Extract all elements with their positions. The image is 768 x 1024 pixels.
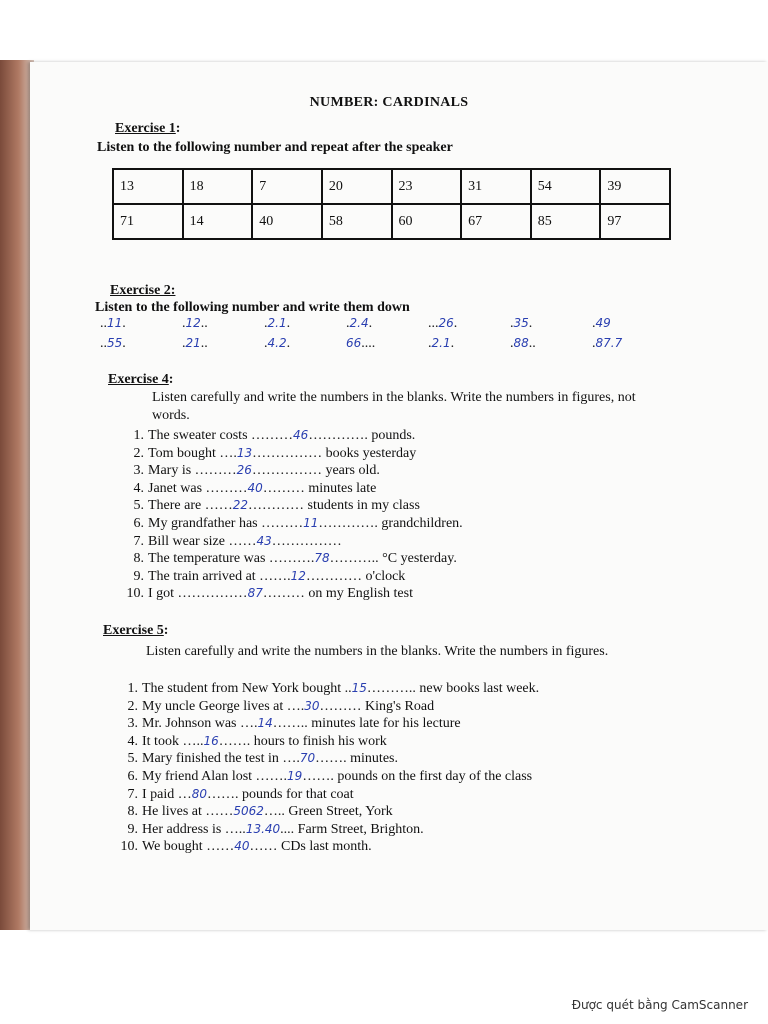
handwritten-answer: 12 [185, 316, 201, 330]
list-item [122, 550, 463, 568]
handwritten-answer: 11 [303, 515, 319, 530]
item-text: …………. pounds. [308, 428, 416, 443]
answer-item [510, 336, 592, 352]
table-cell: 58 [322, 204, 392, 239]
list-item [122, 462, 463, 480]
table-cell: 54 [531, 169, 601, 204]
handwritten-answer: 14 [257, 716, 273, 731]
answer-item [592, 316, 674, 332]
answer-dots: . [368, 316, 373, 331]
handwritten-answer: 66 [346, 336, 362, 350]
handwritten-answer: 5062 [233, 804, 264, 819]
answer-dots: .... [361, 336, 376, 351]
table-row [113, 169, 670, 204]
list-item [122, 445, 463, 463]
answer-dots: . [450, 336, 455, 351]
item-text: …………… years old. [251, 463, 380, 479]
list-item [122, 533, 463, 551]
list-item [116, 680, 539, 698]
list-item [116, 821, 539, 839]
answer-dots: .. [200, 336, 208, 351]
handwritten-answer: 2.4 [349, 316, 369, 330]
answer-dots: . [286, 336, 291, 351]
item-text: ……… King's Road [319, 698, 435, 714]
answer-dots: . [182, 316, 186, 331]
item-number: 9. [127, 821, 138, 837]
item-text: ………… students in my class [248, 498, 420, 514]
handwritten-answer: 11 [107, 316, 123, 330]
handwritten-answer: 16 [203, 733, 219, 748]
answer-dots: .. [200, 316, 208, 331]
list-item [116, 838, 539, 856]
handwritten-answer: 22 [232, 498, 249, 513]
list-item [116, 733, 539, 751]
answer-item [510, 316, 592, 332]
item-text: ……. hours to finish his work [218, 733, 387, 749]
item-text: Her address is ….. [142, 821, 246, 837]
table-cell: 97 [600, 204, 670, 239]
list-item [122, 515, 463, 533]
item-text: .... Farm Street, Brighton. [280, 821, 424, 837]
item-number: 6. [133, 515, 144, 531]
answer-dots: . [346, 316, 350, 331]
item-text: My grandfather has ……… [148, 515, 304, 531]
item-number: 3. [133, 463, 144, 479]
item-text: The student from New York bought .. [142, 681, 352, 696]
handwritten-answer: 26 [438, 316, 454, 330]
table-cell: 39 [600, 169, 670, 204]
handwritten-answer: 13 [236, 445, 253, 460]
answer-item [428, 336, 510, 352]
table-cell: 20 [322, 169, 392, 204]
handwritten-answer: 19 [287, 768, 303, 783]
answer-item [100, 316, 182, 332]
answer-dots: . [592, 336, 596, 351]
handwritten-answer: 87 [247, 586, 263, 601]
item-text: Janet was ……… [148, 480, 248, 496]
table-cell: 18 [183, 169, 253, 204]
handwritten-answer: 46 [293, 428, 309, 442]
item-text: My uncle George lives at …. [142, 698, 305, 714]
page-title: NUMBER: CARDINALS [309, 95, 469, 110]
handwritten-answer: 2.1 [267, 316, 287, 330]
item-text: ……… on my English test [262, 586, 413, 602]
item-number: 4. [133, 480, 144, 496]
item-number: 5. [133, 498, 144, 514]
answer-dots: . [122, 336, 126, 351]
item-number: 8. [127, 804, 138, 820]
item-text: …………… books yesterday [252, 445, 417, 461]
list-item [122, 568, 463, 586]
table-cell: 7 [252, 169, 322, 204]
item-text: ……. minutes. [315, 751, 398, 767]
list-item [122, 585, 463, 603]
answer-dots: . [453, 316, 458, 331]
item-number: 1. [133, 428, 144, 443]
item-text: ……… minutes late [262, 480, 377, 496]
exercise2-answers [100, 316, 660, 352]
answer-dots: . [286, 316, 291, 331]
handwritten-answer: 78 [314, 551, 330, 566]
handwritten-answer: 43 [256, 533, 272, 548]
list-item [116, 786, 539, 804]
exercise4-heading: Exercise 4: [108, 372, 174, 387]
table-cell: 60 [392, 204, 462, 239]
handwritten-answer: 13.40 [245, 821, 281, 836]
handwritten-answer: 88 [513, 336, 529, 350]
item-number: 7. [133, 533, 144, 549]
item-text: ….. Green Street, York [263, 804, 393, 820]
answer-item [346, 316, 428, 332]
list-item [122, 480, 463, 498]
answer-dots: . [428, 336, 432, 351]
handwritten-answer: 21 [185, 336, 201, 350]
exercise1-heading: Exercise 1: [115, 121, 181, 136]
handwritten-answer: 80 [191, 786, 208, 801]
item-text: ………… o'clock [305, 568, 406, 584]
answer-dots: . [592, 316, 596, 331]
exercise4-instruction: Listen carefully and write the numbers in the blanks. Write the numbers in figures, not words. [152, 390, 636, 423]
list-item [122, 427, 463, 445]
handwritten-answer: 35 [513, 316, 529, 330]
answer-dots: . [510, 336, 514, 351]
item-number: 3. [127, 716, 138, 732]
handwritten-answer: 4.2 [267, 336, 287, 350]
item-text: The temperature was ………. [148, 551, 315, 567]
item-number: 6. [127, 768, 138, 784]
table-cell: 31 [461, 169, 531, 204]
item-number: 5. [127, 751, 138, 767]
item-number: 10. [126, 586, 144, 602]
answer-dots: . [510, 316, 514, 331]
list-item [122, 497, 463, 515]
answer-item [592, 336, 674, 352]
answer-dots: . [122, 316, 126, 331]
exercise5-heading: Exercise 5: [103, 623, 169, 638]
item-number: 2. [127, 698, 138, 714]
exercise2-heading: Exercise 2: [110, 283, 176, 298]
item-text: ……. pounds on the first day of the class [302, 768, 533, 784]
table-cell: 13 [113, 169, 183, 204]
answer-dots: ... [428, 316, 439, 331]
answer-item [264, 336, 346, 352]
list-item [116, 803, 539, 821]
list-item [116, 715, 539, 733]
handwritten-answer: 40 [247, 480, 263, 495]
table-cell: 14 [183, 204, 253, 239]
table-cell: 67 [461, 204, 531, 239]
item-text: ……. pounds for that coat [207, 786, 354, 802]
handwritten-answer: 30 [304, 698, 320, 713]
item-text: It took ….. [142, 733, 204, 749]
item-text: Tom bought …. [148, 445, 237, 461]
item-number: 2. [133, 445, 144, 461]
item-text: Mary is ……… [148, 463, 237, 479]
exercise2-instruction: Listen to the following number and write them down [95, 300, 410, 315]
exercise5-instruction: Listen carefully and write the numbers in the blanks. Write the numbers in figures. [146, 644, 609, 659]
answer-item [428, 316, 510, 332]
item-number: 7. [127, 786, 138, 802]
handwritten-answer: 26 [236, 463, 252, 478]
item-text: Bill wear size …… [148, 533, 257, 549]
item-text: I got …………… [148, 586, 248, 602]
item-text: I paid … [142, 786, 192, 802]
list-item [116, 698, 539, 716]
item-text: ……….. new books last week. [366, 681, 540, 696]
item-text: The sweater costs ……… [148, 428, 294, 443]
item-text: He lives at …… [142, 804, 234, 820]
answer-dots: . [264, 336, 268, 351]
item-number: 4. [127, 733, 138, 749]
list-item [116, 768, 539, 786]
item-text: …… CDs last month. [249, 839, 372, 855]
handwritten-answer: 70 [299, 751, 316, 766]
answer-item [264, 316, 346, 332]
handwritten-answer: 49 [595, 316, 611, 330]
answer-item [100, 336, 182, 352]
exercise4-list [122, 427, 463, 603]
answer-item [182, 316, 264, 332]
handwritten-answer: 2.1 [431, 336, 451, 350]
answer-dots: . [264, 316, 268, 331]
item-text: There are …… [148, 498, 233, 514]
numbers-table [112, 168, 671, 240]
item-number: 8. [133, 551, 144, 567]
item-text: …………. grandchildren. [318, 515, 463, 531]
item-text: We bought …… [142, 839, 235, 855]
table-cell: 85 [531, 204, 601, 239]
handwritten-answer: 15 [351, 681, 367, 695]
handwritten-answer: 87.7 [595, 336, 623, 350]
handwritten-answer: 55 [107, 336, 123, 350]
answer-dots: .. [528, 336, 536, 351]
item-number: 10. [120, 839, 138, 855]
item-number: 1. [127, 681, 138, 696]
item-number: 9. [133, 568, 144, 584]
answer-dots: .. [100, 316, 107, 331]
answer-item [182, 336, 264, 352]
table-cell: 23 [392, 169, 462, 204]
item-text: …….. minutes late for his lecture [272, 716, 461, 732]
item-text: Mary finished the test in …. [142, 751, 300, 767]
table-row [113, 204, 670, 239]
scan-background-edge [0, 60, 34, 930]
table-cell: 71 [113, 204, 183, 239]
answer-item [346, 336, 428, 352]
answer-dots: . [182, 336, 186, 351]
exercise1-instruction: Listen to the following number and repeat after the speaker [97, 140, 453, 155]
handwritten-answer: 40 [234, 839, 250, 854]
scanner-watermark: Được quét bằng CamScanner [571, 998, 748, 1012]
item-text: ……….. °C yesterday. [329, 551, 457, 567]
answer-dots: .. [100, 336, 107, 351]
item-text: The train arrived at ……. [148, 568, 291, 584]
table-cell: 40 [252, 204, 322, 239]
item-text: My friend Alan lost ……. [142, 768, 288, 784]
answer-dots: . [528, 316, 533, 331]
item-text: Mr. Johnson was …. [142, 716, 258, 732]
exercise5-list [116, 680, 539, 856]
item-text: …………… [271, 533, 342, 549]
handwritten-answer: 12 [290, 568, 306, 583]
list-item [116, 750, 539, 768]
